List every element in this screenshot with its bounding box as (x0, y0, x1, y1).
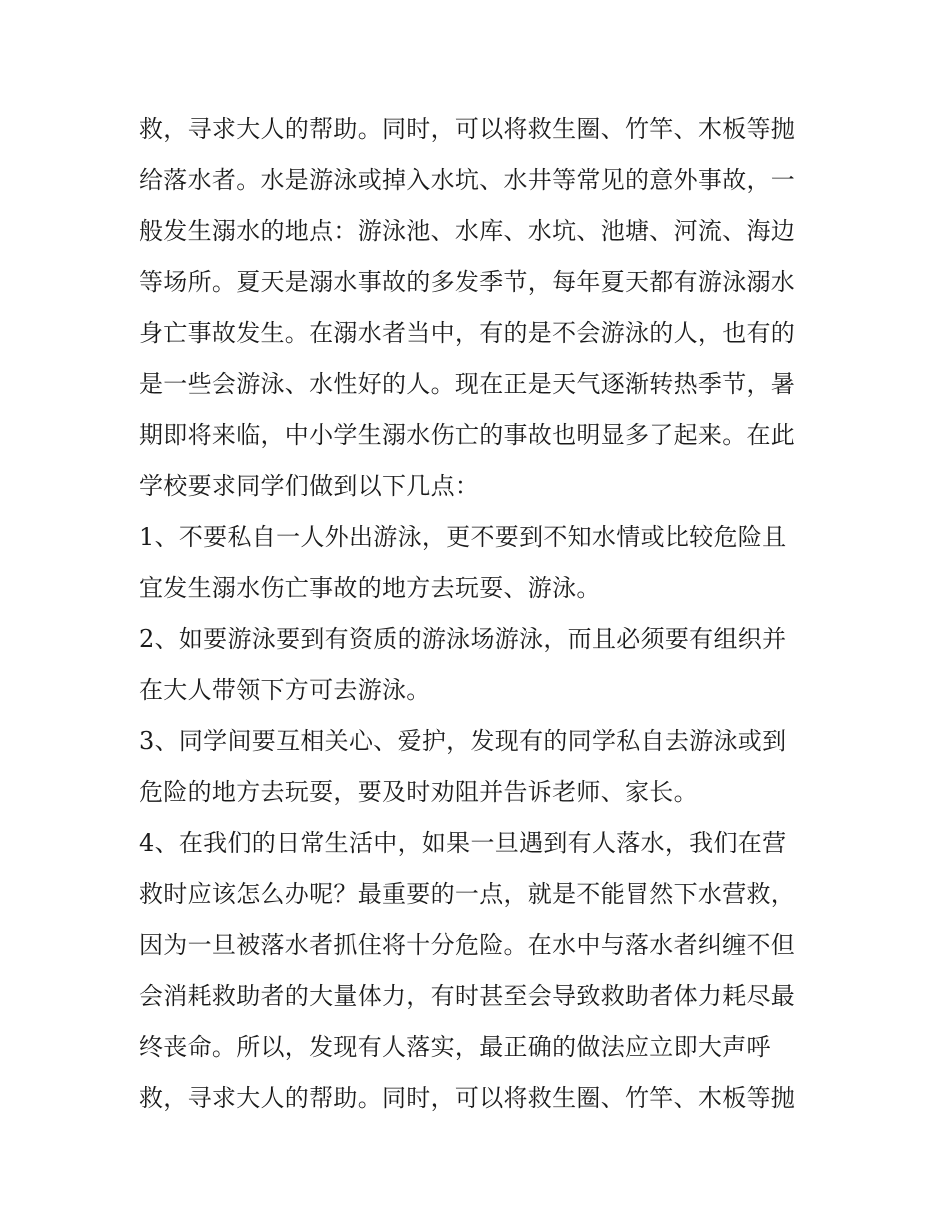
list-item-2-line-2: 在大人带领下方可去游泳。 (139, 676, 431, 704)
list-item-4-line-4: 会消耗救助者的大量体力，有时甚至会导致救助者体力耗尽最 (139, 982, 796, 1010)
list-item-4-line-5: 终丧命。所以，发现有人落实，最正确的做法应立即大声呼 (139, 1033, 771, 1061)
text-line: 般发生溺水的地点：游泳池、水库、水坑、池塘、河流、海边 (139, 217, 796, 245)
text-line: 等场所。夏天是溺水事故的多发季节，每年夏天都有游泳溺水 (139, 268, 796, 296)
text-line: 学校要求同学们做到以下几点： (139, 472, 480, 500)
text-line: 身亡事故发生。在溺水者当中，有的是不会游泳的人，也有的 (139, 319, 796, 347)
list-item-4-line-6: 救，寻求大人的帮助。同时，可以将救生圈、竹竿、木板等抛 (139, 1084, 796, 1112)
text-line: 期即将来临，中小学生溺水伤亡的事故也明显多了起来。在此 (139, 421, 796, 449)
list-item-4-line-3: 因为一旦被落水者抓住将十分危险。在水中与落水者纠缠不但 (139, 931, 796, 959)
list-item-4-line-1: 4、在我们的日常生活中，如果一旦遇到有人落水，我们在营 (139, 829, 787, 857)
text-line: 给落水者。水是游泳或掉入水坑、水井等常见的意外事故，一 (139, 166, 796, 194)
text-line: 是一些会游泳、水性好的人。现在正是天气逐渐转热季节，暑 (139, 370, 796, 398)
text-line: 救，寻求大人的帮助。同时，可以将救生圈、竹竿、木板等抛 (139, 115, 796, 143)
list-item-4-line-2: 救时应该怎么办呢？最重要的一点，就是不能冒然下水营救， (139, 880, 796, 908)
list-item-1-line-1: 1、不要私自一人外出游泳，更不要到不知水情或比较危险且 (139, 523, 787, 551)
list-item-2-line-1: 2、如要游泳要到有资质的游泳场游泳，而且必须要有组织并 (139, 625, 787, 653)
document-body-text (139, 104, 829, 1124)
list-item-3-line-1: 3、同学间要互相关心、爱护，发现有的同学私自去游泳或到 (139, 727, 787, 755)
list-item-3-line-2: 危险的地方去玩耍，要及时劝阻并告诉老师、家长。 (139, 778, 698, 806)
list-item-1-line-2: 宜发生溺水伤亡事故的地方去玩耍、游泳。 (139, 574, 601, 602)
